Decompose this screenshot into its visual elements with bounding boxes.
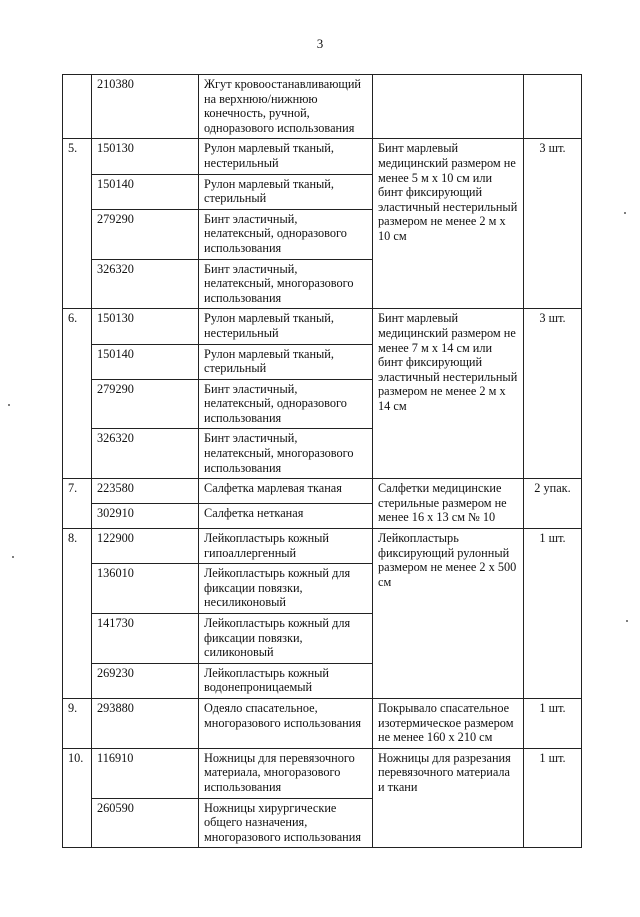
quantity [524,75,582,139]
quantity: 1 шт. [524,529,582,699]
item-name: Бинт эластичный, нелатексный, одноразового использования [199,209,373,259]
item-name: Салфетка марлевая тканая [199,479,373,504]
item-name: Рулон марлевый тканый, стерильный [199,344,373,379]
row-number: 10. [63,748,92,848]
medical-kit-table [62,74,582,848]
row-number: 6. [63,309,92,479]
scan-speck [12,556,14,558]
item-name: Рулон марлевый тканый, стерильный [199,174,373,209]
row-number: 5. [63,139,92,309]
page-number: 3 [316,36,324,51]
item-name: Бинт эластичный, нелатексный, многоразового использования [199,429,373,479]
quantity: 3 шт. [524,139,582,309]
item-code: 326320 [92,259,199,309]
quantity: 2 упак. [524,479,582,529]
item-code: 150140 [92,174,199,209]
table-row [63,698,582,748]
requirement: Бинт марлевый медицинский размером не менее 5 м х 10 см или бинт фиксирующий эластичный нестерильный размером не менее 2 м х 10 см [373,139,524,309]
table-row [63,75,582,139]
table-row [63,139,582,174]
item-name: Бинт эластичный, нелатексный, многоразового использования [199,259,373,309]
item-code: 223580 [92,479,199,504]
item-code: 293880 [92,698,199,748]
table-row [63,529,582,564]
requirement: Салфетки медицинские стерильные размером не менее 16 х 13 см № 10 [373,479,524,529]
requirement: Бинт марлевый медицинский размером не менее 7 м х 14 см или бинт фиксирующий эластичный нестерильный размером не менее 2 м х 14 см [373,309,524,479]
item-name: Лейкопластырь кожный гипоаллергенный [199,529,373,564]
requirement: Лейкопластырь фиксирующий рулонный размером не менее 2 х 500 см [373,529,524,699]
scan-speck [624,212,626,214]
quantity: 1 шт. [524,698,582,748]
item-name: Ножницы хирургические общего назначения, многоразового использования [199,798,373,848]
item-name: Одеяло спасательное, многоразового использования [199,698,373,748]
row-number [63,75,92,139]
requirement: Покрывало спасательное изотермическое размером не менее 160 х 210 см [373,698,524,748]
item-code: 150140 [92,344,199,379]
table-row [63,748,582,798]
row-number: 7. [63,479,92,529]
scan-speck [626,620,628,622]
quantity: 3 шт. [524,309,582,479]
table-row [63,309,582,344]
item-code: 279290 [92,379,199,429]
requirement: Ножницы для разрезания перевязочного материала и ткани [373,748,524,848]
table-body [63,75,582,848]
item-code: 136010 [92,564,199,614]
row-number: 9. [63,698,92,748]
item-code: 326320 [92,429,199,479]
item-name: Рулон марлевый тканый, нестерильный [199,309,373,344]
table-row [63,479,582,504]
item-name: Салфетка нетканая [199,504,373,529]
item-name: Рулон марлевый тканый, нестерильный [199,139,373,174]
item-code: 210380 [92,75,199,139]
item-code: 122900 [92,529,199,564]
item-code: 302910 [92,504,199,529]
item-name: Бинт эластичный, нелатексный, одноразового использования [199,379,373,429]
row-number: 8. [63,529,92,699]
item-code: 150130 [92,139,199,174]
item-code: 260590 [92,798,199,848]
scan-speck [8,404,10,406]
item-code: 150130 [92,309,199,344]
requirement [373,75,524,139]
item-name: Лейкопластырь кожный водонепроницаемый [199,663,373,698]
item-code: 116910 [92,748,199,798]
item-code: 269230 [92,663,199,698]
item-name: Лейкопластырь кожный для фиксации повязки, силиконовый [199,614,373,664]
item-code: 141730 [92,614,199,664]
item-code: 279290 [92,209,199,259]
item-name: Лейкопластырь кожный для фиксации повязки, несиликоновый [199,564,373,614]
item-name: Жгут кровоостанавливающий на верхнюю/нижнюю конечность, ручной, одноразового использования [199,75,373,139]
quantity: 1 шт. [524,748,582,848]
item-name: Ножницы для перевязочного материала, многоразового использования [199,748,373,798]
